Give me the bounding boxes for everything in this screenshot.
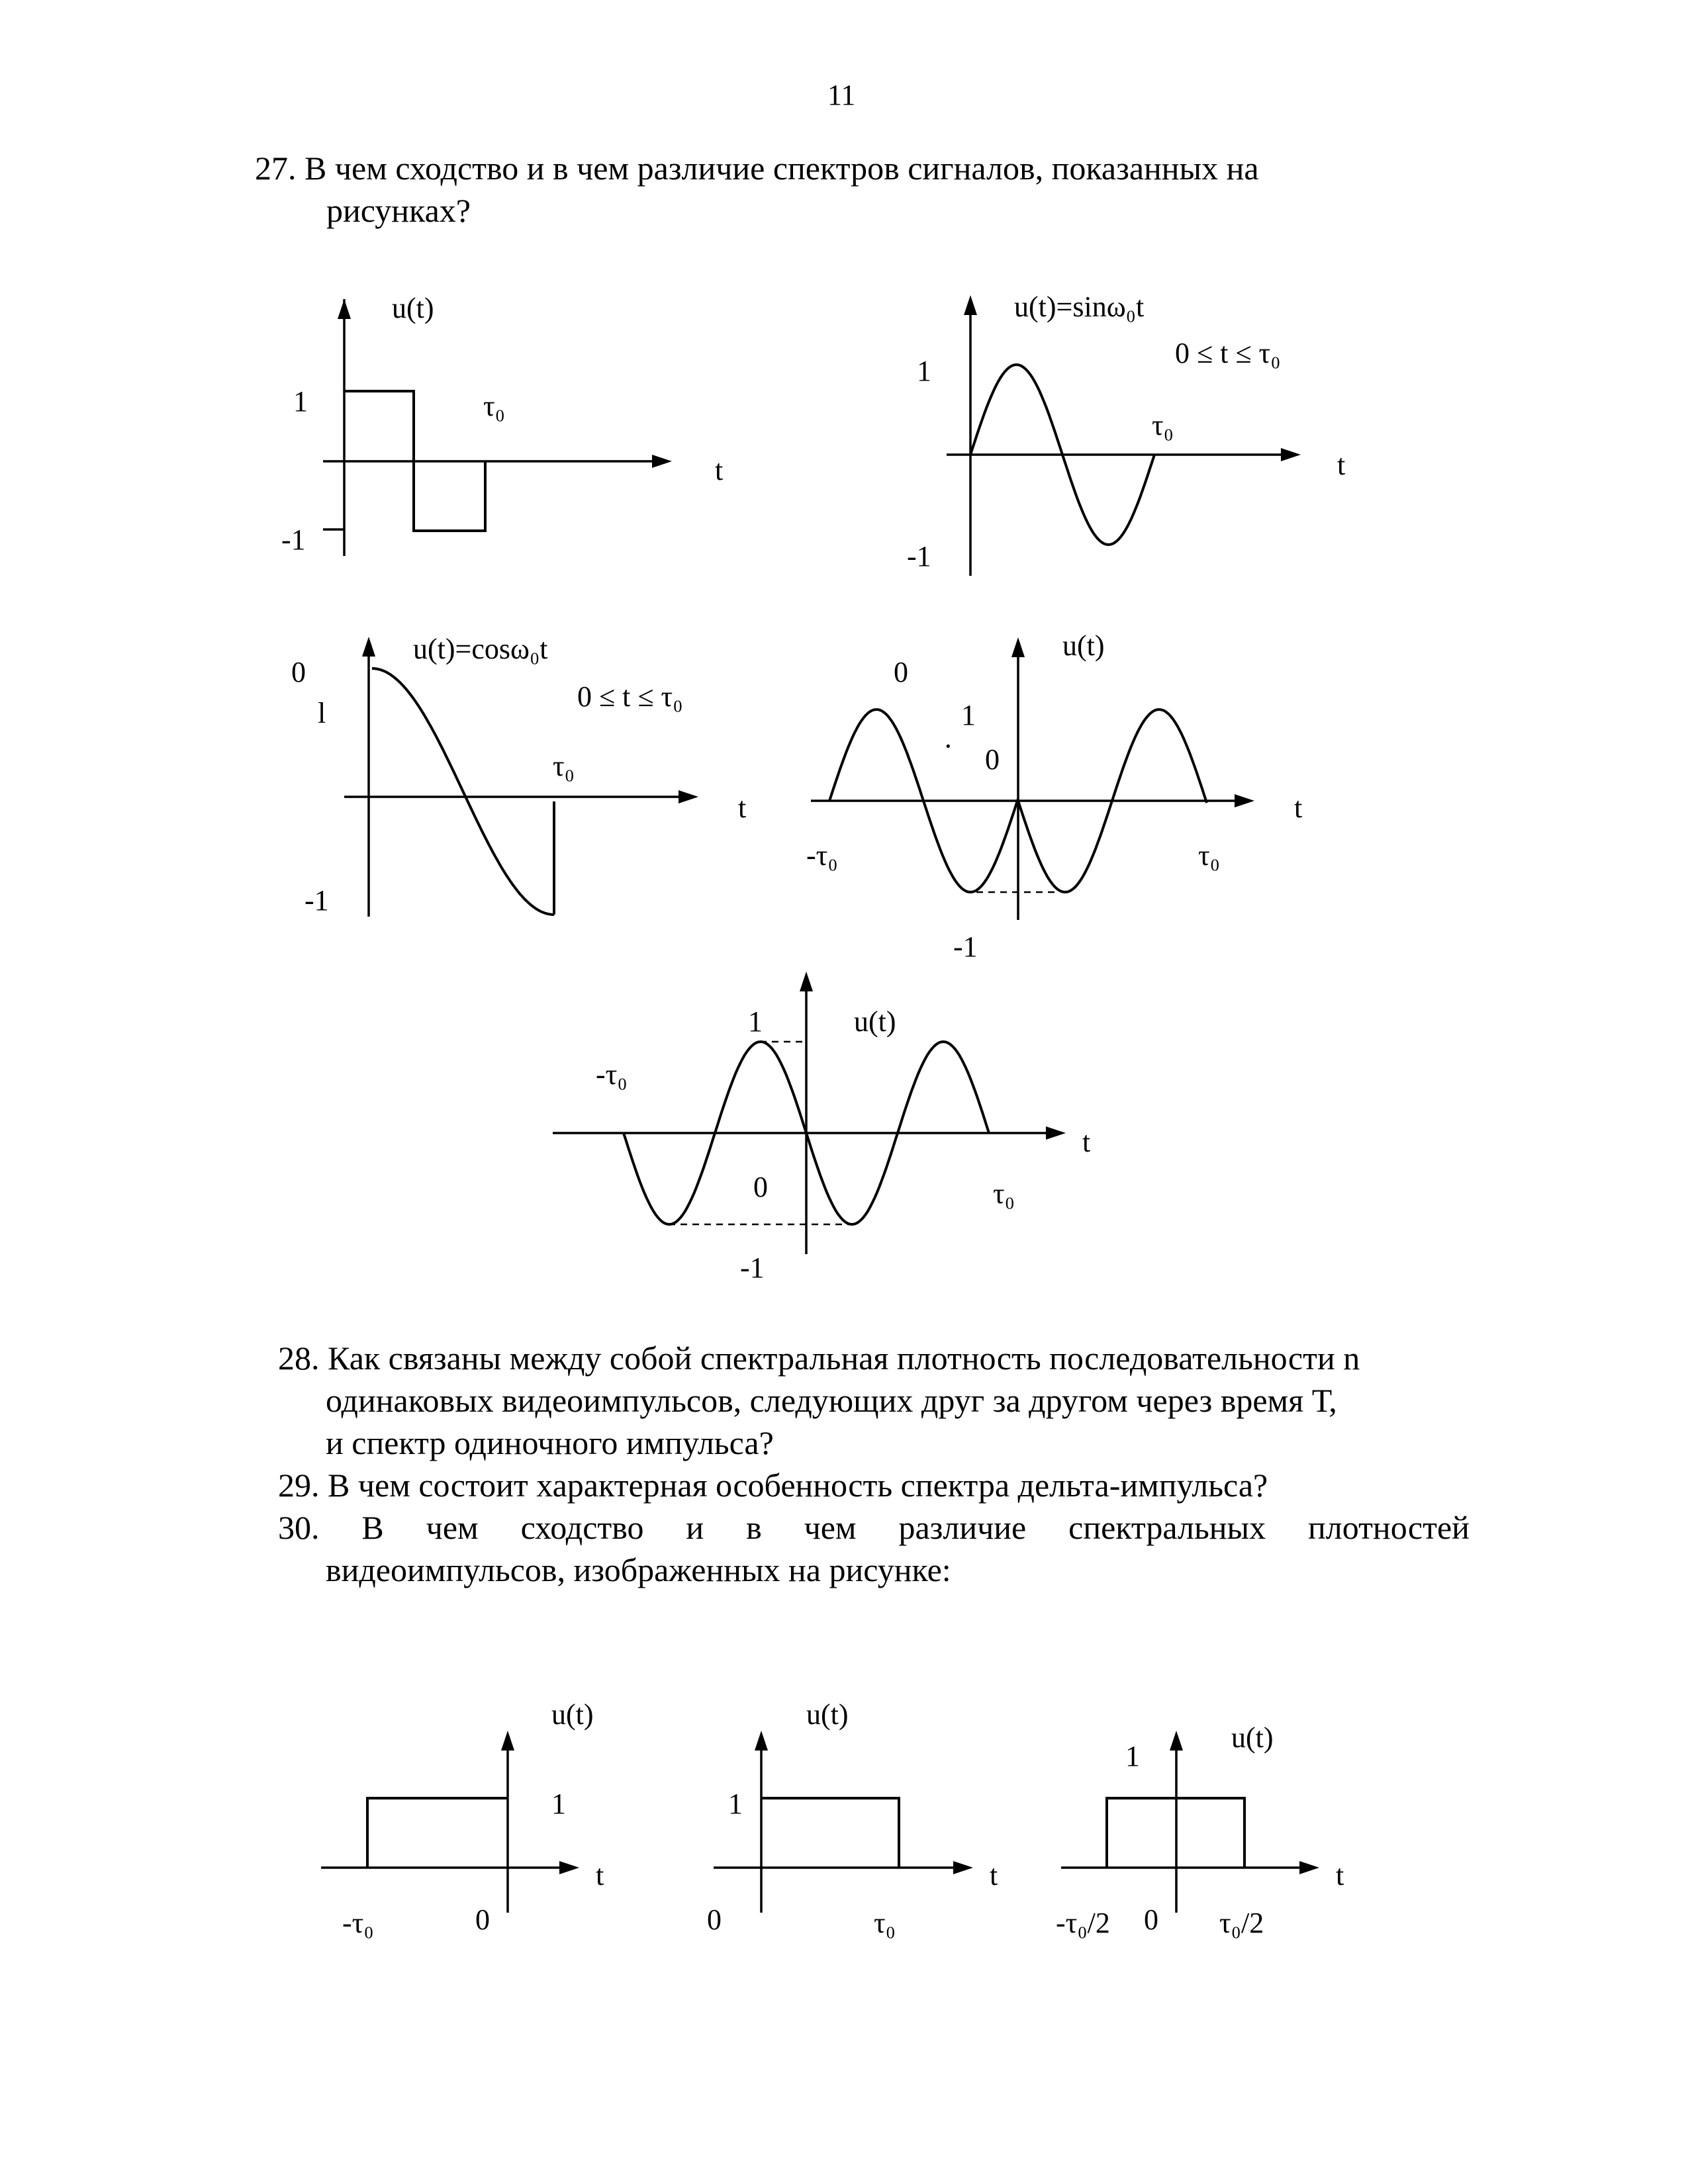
fig3-x-arrow [679,790,698,803]
fig2-minus-one-label: -1 [907,540,931,572]
fig2-range-label: 0 ≤ t ≤ τ₀ [1175,337,1281,369]
fig3-y-label: u(t)=cosω₀t [413,633,548,665]
question-28-line-3: и спектр одиночного импульса? [326,1424,774,1461]
fig5-t-label: t [1082,1126,1091,1158]
fig8-x-arrow [1299,1861,1319,1874]
fig1-tau-label: τ₀ [483,390,506,422]
fig8-zero-label: 0 [1144,1903,1158,1936]
fig6-x-arrow [559,1861,579,1874]
fig6-t-label: t [596,1859,604,1891]
fig7-signal [761,1798,899,1868]
fig6-one-label: 1 [551,1788,566,1820]
fig7-tau-label: τ₀ [874,1907,896,1939]
page-number: 11 [827,79,856,111]
fig5-y-arrow [800,972,813,991]
question-27-line-2: рисунках? [326,192,471,229]
fig4-y-label: u(t) [1062,629,1105,662]
fig2-one-label: 1 [917,355,931,387]
fig2-y-arrow [964,295,977,315]
fig6-y-arrow [501,1731,514,1751]
fig8-t-label: t [1336,1859,1344,1891]
fig8-half-tau-label: τ₀/2 [1219,1907,1264,1939]
fig4-tau-label: τ₀ [1198,839,1221,872]
fig7-t-label: t [990,1859,998,1891]
question-28-line-1: 28. Как связаны между собой спектральная плотность последовательности n [278,1340,1360,1377]
figure-8-centered-pulse [1056,1721,1344,1939]
fig3-zero-label: 0 [291,656,306,688]
fig5-minus-tau-label: -τ₀ [596,1058,628,1091]
fig5-tau-label: τ₀ [993,1177,1015,1210]
fig1-minus-one-label: -1 [281,523,306,556]
fig7-y-label: u(t) [806,1698,849,1731]
fig4-t-label: t [1294,792,1303,824]
fig6-signal [367,1798,508,1868]
fig4-zero-mid-label: 0 [985,743,1000,776]
figure-6-left-pulse [321,1698,604,1939]
fig7-y-arrow [755,1731,768,1751]
question-30-line-1: 30. В чем сходство и в чем различие спектральных плотностей [278,1509,1470,1546]
fig2-tau-label: τ₀ [1152,409,1174,441]
fig3-range-label: 0 ≤ t ≤ τ₀ [577,680,683,713]
fig7-x-arrow [953,1861,973,1874]
fig2-y-label: u(t)=sinω₀t [1014,291,1145,323]
fig3-signal [372,668,554,915]
fig4-dot-label: · [943,730,953,762]
fig5-y-label: u(t) [854,1005,896,1038]
figure-3-cosine [291,633,746,917]
figure-5-odd-wave [553,972,1090,1284]
fig4-one-label: 1 [961,699,976,731]
fig7-zero-label: 0 [707,1903,722,1936]
fig8-y-label: u(t) [1231,1721,1274,1754]
fig1-one-label: 1 [293,385,308,418]
fig4-x-arrow [1235,794,1254,807]
figure-4-symmetric-wave [806,629,1302,963]
fig7-one-label: 1 [728,1788,743,1820]
fig1-y-label: u(t) [392,292,434,324]
fig1-t-label: t [715,454,724,486]
fig8-one-label: 1 [1125,1740,1140,1772]
fig5-minus-one-label: -1 [740,1251,765,1284]
fig3-tau-label: τ₀ [553,750,575,782]
figure-1-bipolar-pulse [281,292,723,556]
questions-28-30 [278,1337,1470,1591]
fig1-x-arrow [652,455,672,468]
fig5-one-label: 1 [748,1005,763,1038]
fig3-t-label: t [738,792,747,824]
fig6-minus-tau-label: -τ₀ [342,1907,374,1939]
fig5-x-arrow [1046,1126,1066,1140]
fig3-minus-one-label: -1 [305,884,329,917]
fig3-one-label: l [318,697,326,729]
fig3-y-arrow [362,637,375,657]
fig8-y-arrow [1170,1731,1183,1751]
fig8-minus-half-tau-label: -τ₀/2 [1056,1907,1110,1939]
fig4-minus-one-label: -1 [953,931,978,963]
figure-2-sine [907,291,1345,576]
fig4-y-arrow [1011,637,1025,657]
fig4-minus-tau-label: -τ₀ [806,839,838,872]
fig2-x-arrow [1281,448,1301,461]
fig5-zero-label: 0 [753,1171,768,1203]
fig4-zero-top-label: 0 [894,656,908,688]
question-30-line-2: видеоимпульсов, изображенных на рисунке: [326,1551,951,1588]
question-28-line-2: одинаковых видеоимпульсов, следующих друг за другом через время Т, [326,1382,1337,1419]
question-29-line-1: 29. В чем состоит характерная особенность спектра дельта-импульса? [278,1467,1268,1504]
fig6-zero-label: 0 [475,1903,490,1936]
fig1-y-arrow [338,299,351,319]
fig6-y-label: u(t) [551,1698,594,1731]
figure-7-right-pulse [707,1698,998,1939]
question-27-line-1: 27. В чем сходство и в чем различие спектров сигналов, показанных на [255,150,1259,187]
fig2-t-label: t [1337,449,1346,481]
